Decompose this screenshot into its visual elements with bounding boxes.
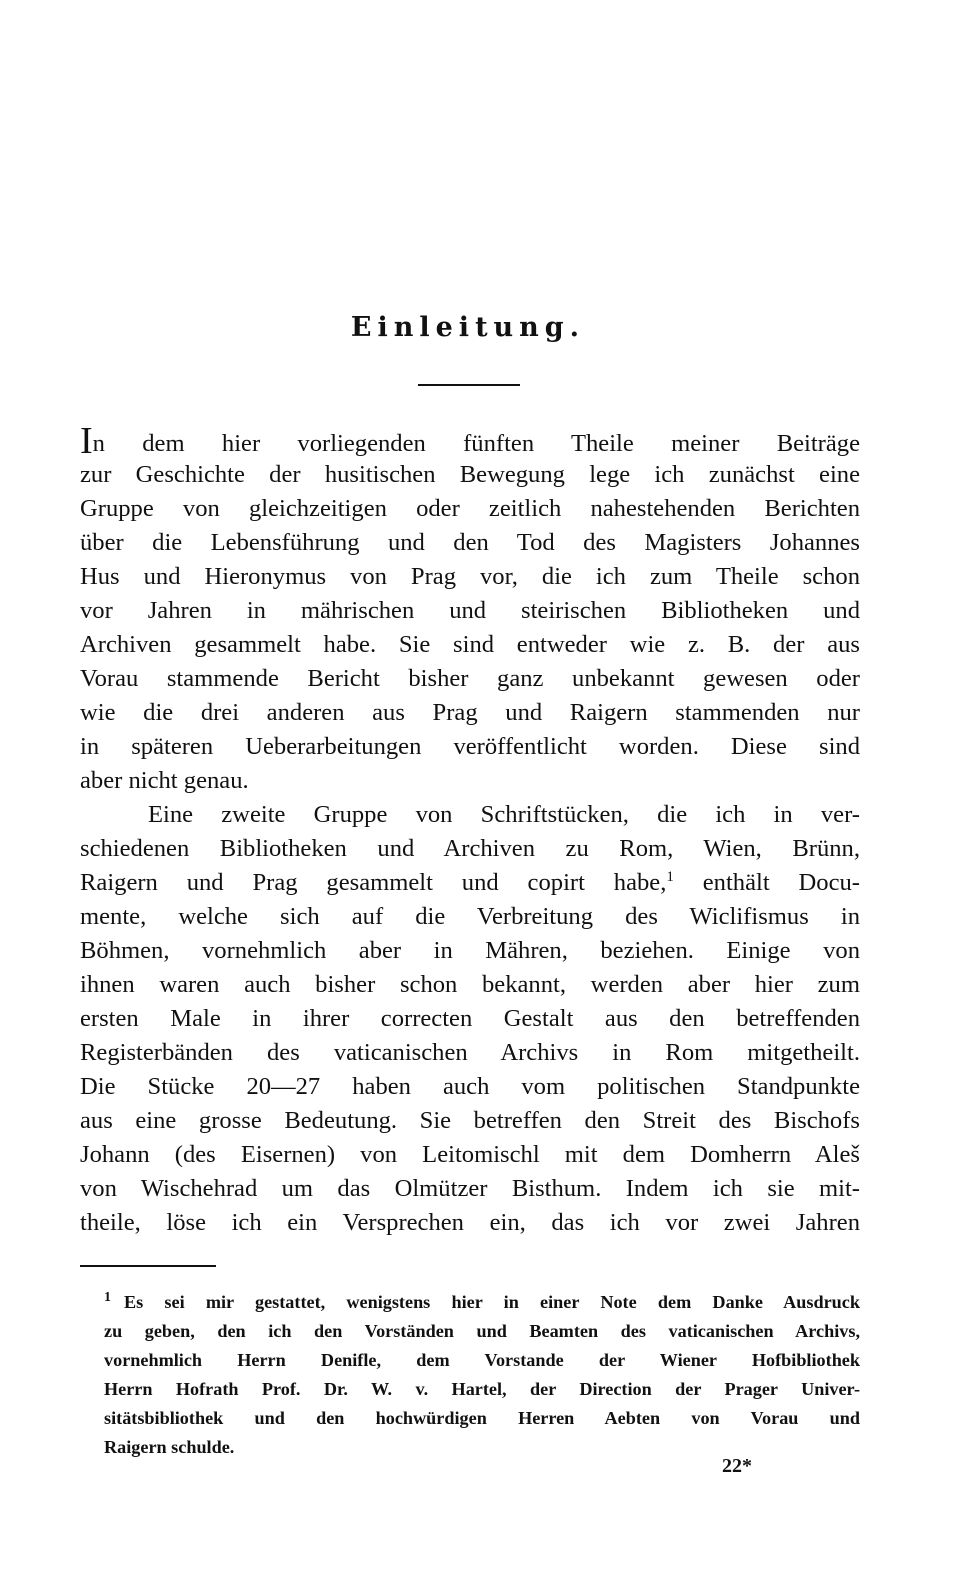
footnote-rule	[80, 1265, 216, 1267]
body-line-1	[80, 424, 860, 458]
signature-mark: 22*	[722, 1455, 752, 1477]
body-line-16: Böhmen, vornehmlich aber in Mähren, beziehen. Einige von	[80, 937, 860, 964]
body-text	[80, 424, 860, 1240]
footnote	[80, 1288, 860, 1462]
body-line-14-text-b: enthält Docu-	[702, 869, 860, 896]
footnote-line-6: Raigern schulde.	[104, 1437, 235, 1457]
body-line-23: von Wischehrad um das Olmützer Bisthum. Indem ich sie mit-	[80, 1175, 860, 1202]
body-line-21: aus eine grosse Bedeutung. Sie betreffen den Streit des Bischofs	[80, 1107, 860, 1134]
body-line-24: theile, löse ich ein Versprechen ein, das ich vor zwei Jahren	[80, 1209, 860, 1236]
body-line-11: aber nicht genau.	[80, 767, 249, 794]
body-line-17: ihnen waren auch bisher schon bekannt, werden aber hier zum	[80, 971, 860, 998]
body-line-14-text-a: Raigern und Prag gesammelt und copirt habe,	[80, 869, 667, 896]
body-line-13: schiedenen Bibliotheken und Archiven zu Rom, Wien, Brünn,	[80, 835, 860, 862]
body-line-4: über die Lebensführung und den Tod des Magisters Johannes	[80, 529, 860, 556]
body-line-8: Vorau stammende Bericht bisher ganz unbekannt gewesen oder	[80, 665, 860, 692]
body-line-1-text: n dem hier vorliegenden fünften Theile meiner Beiträge	[92, 430, 860, 457]
footnote-line-2: zu geben, den ich den Vorständen und Beamten des vaticanischen Archivs,	[104, 1321, 860, 1341]
section-heading: Einleitung.	[350, 312, 586, 343]
footnote-marker: 1	[104, 1290, 111, 1305]
initial-letter: I	[80, 424, 93, 458]
footnote-line-4: Herrn Hofrath Prof. Dr. W. v. Hartel, der Direction der Prager Univer-	[104, 1379, 860, 1399]
body-line-5: Hus und Hieronymus von Prag vor, die ich zum Theile schon	[80, 563, 860, 590]
body-line-15: mente, welche sich auf die Verbreitung des Wiclifismus in	[80, 903, 860, 930]
footnote-line-5: sitätsbibliothek und den hochwürdigen Herren Aebten von Vorau und	[104, 1408, 860, 1428]
body-line-19: Registerbänden des vaticanischen Archivs in Rom mitgetheilt.	[80, 1039, 860, 1066]
footnote-line-1: Es sei mir gestattet, wenigstens hier in einer Note dem Danke Ausdruck	[124, 1292, 860, 1312]
body-line-22: Johann (des Eisernen) von Leitomischl mit dem Domherrn Aleš	[80, 1141, 860, 1168]
body-line-2: zur Geschichte der husitischen Bewegung lege ich zunächst eine	[80, 461, 860, 488]
body-line-9: wie die drei anderen aus Prag und Raigern stammenden nur	[80, 699, 860, 726]
body-line-14	[80, 866, 860, 900]
body-line-18: ersten Male in ihrer correcten Gestalt aus den betreffenden	[80, 1005, 860, 1032]
body-line-3: Gruppe von gleichzeitigen oder zeitlich nahestehenden Berichten	[80, 495, 860, 522]
heading-rule	[418, 384, 520, 386]
body-line-10: in späteren Ueberarbeitungen veröffentlicht worden. Diese sind	[80, 733, 860, 760]
footnote-line-3: vornehmlich Herrn Denifle, dem Vorstande der Wiener Hofbibliothek	[104, 1350, 860, 1370]
body-line-12: Eine zweite Gruppe von Schriftstücken, die ich in ver-	[148, 801, 860, 828]
footnote-reference[interactable]: 1	[666, 869, 674, 885]
body-line-6: vor Jahren in mährischen und steirischen Bibliotheken und	[80, 597, 860, 624]
body-line-7: Archiven gesammelt habe. Sie sind entweder wie z. B. der aus	[80, 631, 860, 658]
body-line-20: Die Stücke 20—27 haben auch vom politischen Standpunkte	[80, 1073, 860, 1100]
